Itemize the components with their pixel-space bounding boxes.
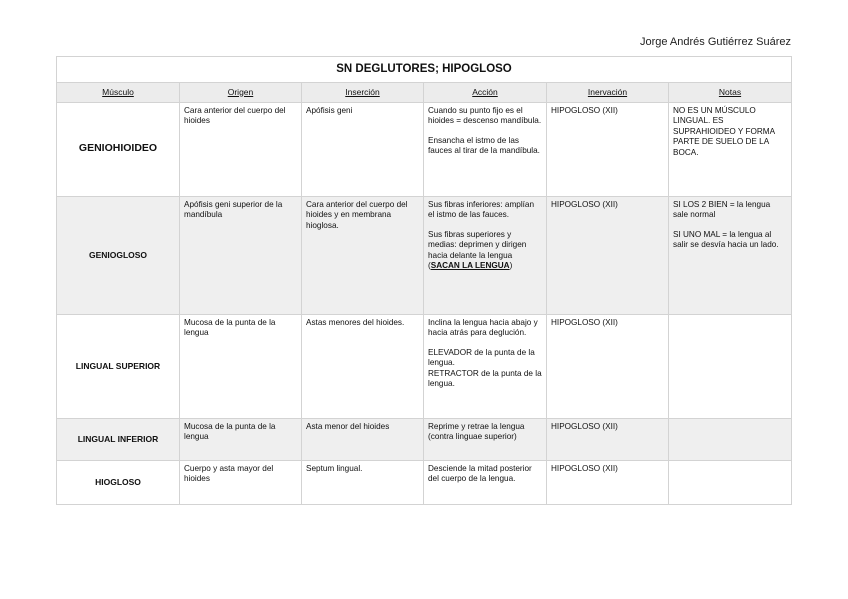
col-header-accion: Acción <box>424 82 547 102</box>
insertion-cell: Cara anterior del cuerpo del hioides y en membrana hioglosa. <box>302 196 424 314</box>
action-text-with-emphasis <box>428 230 542 272</box>
insertion-cell: Astas menores del hioides. <box>302 314 424 418</box>
table-row <box>57 196 792 314</box>
action-cell <box>424 418 547 460</box>
muscle-name: GENIOHIOIDEO <box>57 102 180 196</box>
muscle-name: HIOGLOSO <box>57 460 180 504</box>
insertion-cell: Asta menor del hioides <box>302 418 424 460</box>
action-cell <box>424 460 547 504</box>
notes-cell <box>669 418 792 460</box>
notes-text: SI UNO MAL = la lengua al salir se desvía hacia un lado. <box>673 229 779 250</box>
action-emphasis: SACAN LA LENGUA <box>430 261 510 271</box>
innervation-cell: HIPOGLOSO (XII) <box>547 314 669 418</box>
notes-cell <box>669 460 792 504</box>
table-row <box>57 102 792 196</box>
author-name: Jorge Andrés Gutiérrez Suárez <box>639 36 791 48</box>
origin-cell: Cara anterior del cuerpo del hioides <box>180 102 302 196</box>
action-close: ) <box>509 261 513 271</box>
col-header-origen: Origen <box>180 82 302 102</box>
action-text: Cuando su punto fijo es el hioides = descenso mandíbula. <box>428 105 542 126</box>
action-text: Ensancha el istmo de las fauces al tirar de la mandíbula. <box>428 135 540 156</box>
action-text: Sus fibras inferiores: amplían el istmo de las fauces. <box>428 199 535 220</box>
innervation-cell: HIPOGLOSO (XII) <box>547 196 669 314</box>
muscle-name: LINGUAL INFERIOR <box>57 418 180 460</box>
innervation-cell: HIPOGLOSO (XII) <box>547 460 669 504</box>
action-text: Reprime y retrae la lengua (contra linguae superior) <box>428 421 525 442</box>
col-header-insercion: Inserción <box>302 82 424 102</box>
action-cell <box>424 102 547 196</box>
notes-text: SI LOS 2 BIEN = la lengua sale normal <box>673 199 771 220</box>
origin-cell: Mucosa de la punta de la lengua <box>180 314 302 418</box>
notes-cell <box>669 314 792 418</box>
col-header-inervacion: Inervación <box>547 82 669 102</box>
notes-text: NO ES UN MÚSCULO LINGUAL. ES SUPRAHIOIDEO Y FORMA PARTE DE SUELO DE LA BOCA. <box>673 105 775 157</box>
action-text: Inclina la lengua hacia abajo y hacia atrás para deglución. <box>428 317 538 338</box>
notes-cell <box>669 196 792 314</box>
table-row <box>57 314 792 418</box>
action-cell <box>424 314 547 418</box>
action-text: Sus fibras superiores y medias: deprimen y dirigen hacia delante la lengua ( <box>428 229 527 271</box>
origin-cell: Cuerpo y asta mayor del hioides <box>180 460 302 504</box>
action-text: ELEVADOR de la punta de la lengua. <box>428 347 535 368</box>
table-row <box>57 418 792 460</box>
origin-cell: Mucosa de la punta de la lengua <box>180 418 302 460</box>
innervation-cell: HIPOGLOSO (XII) <box>547 102 669 196</box>
muscle-name: GENIOGLOSO <box>57 196 180 314</box>
table-row <box>57 460 792 504</box>
muscle-name: LINGUAL SUPERIOR <box>57 314 180 418</box>
innervation-cell: HIPOGLOSO (XII) <box>547 418 669 460</box>
insertion-cell: Apófisis geni <box>302 102 424 196</box>
col-header-notas: Notas <box>669 82 792 102</box>
action-text: RETRACTOR de la punta de la lengua. <box>428 368 542 389</box>
insertion-cell: Septum lingual. <box>302 460 424 504</box>
notes-cell <box>669 102 792 196</box>
header-row <box>57 82 792 102</box>
muscle-table <box>56 56 792 505</box>
table-title: SN DEGLUTORES; HIPOGLOSO <box>57 57 792 83</box>
action-cell <box>424 196 547 314</box>
col-header-musculo: Músculo <box>57 82 180 102</box>
origin-cell: Apófisis geni superior de la mandíbula <box>180 196 302 314</box>
action-text: Desciende la mitad posterior del cuerpo de la lengua. <box>428 463 532 484</box>
